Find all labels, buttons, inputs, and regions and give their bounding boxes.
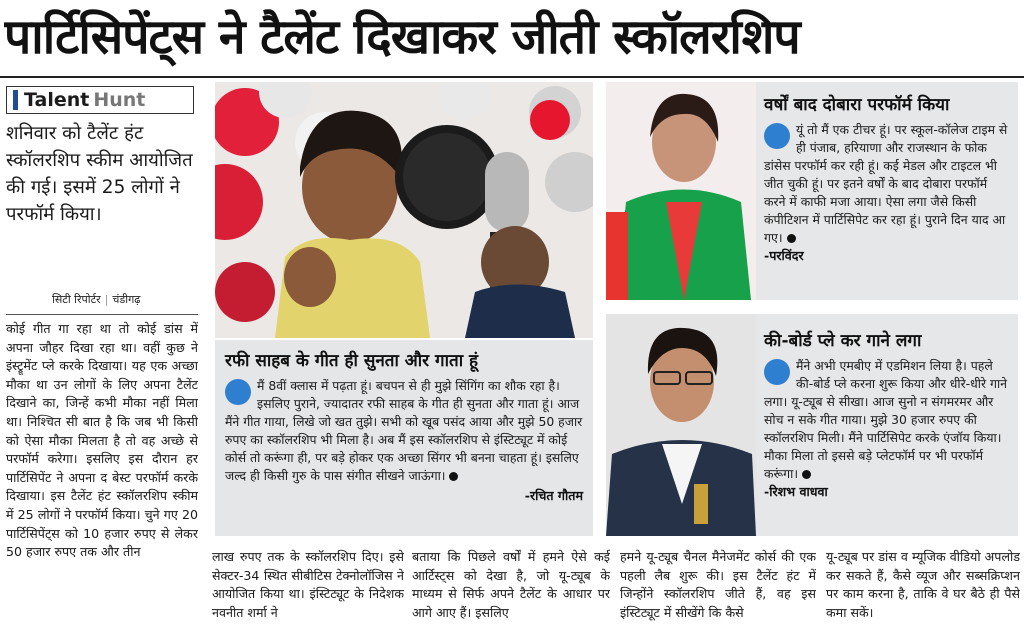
- photo-rishabh: [606, 314, 756, 536]
- byline: सिटी रिपोर्टर | चंडीगढ़: [52, 293, 141, 306]
- quote-title-rishabh: की-बोर्ड प्ले कर गाने लगा: [764, 331, 922, 351]
- photo-parvinder: [606, 82, 756, 300]
- quote-title-parvinder: वर्षों बाद दोबारा परफॉर्म किया: [764, 95, 950, 115]
- photo-singer-image: [215, 82, 593, 338]
- kicker-word-hunt: Hunt: [93, 89, 146, 111]
- quote-box-rishabh: [756, 314, 1018, 536]
- quote-bullet-icon: [225, 379, 251, 405]
- bottom-column-1: लाख रुपए तक के स्कॉलरशिप दिए। इसे सेक्टर-34 स्थित सीबीटिस टेक्नोलॉजिस ने आयोजित किया था। इंस्टिट्यूट के निदेशक नवनीत शर्मा ने: [212, 549, 404, 620]
- byline-rule: [6, 314, 198, 315]
- quote-box-rachit: [215, 340, 593, 536]
- headline: पार्टिसिपेंट्स ने टैलेंट दिखाकर जीती स्कॉलरशिप: [4, 9, 800, 65]
- quote-bullet-icon: [764, 359, 790, 385]
- bottom-column-4: यू-ट्यूब पर डांस व म्यूजिक वीडियो अपलोड कर सकते हैं, कैसे व्यूज और सब्सक्रिप्शन पर काम करना है, ताकि वे घर बैठे ही पैसे कमा सकें।: [826, 549, 1020, 620]
- quote-bullet-icon: [764, 123, 790, 149]
- headline-rule: [0, 76, 1024, 78]
- quote-end-icon: [802, 470, 811, 479]
- quote-sign-parvinder: -परविंदर: [764, 248, 804, 263]
- byline-reporter: सिटी रिपोर्टर: [52, 293, 101, 306]
- quote-end-icon: [449, 472, 458, 481]
- bottom-column-3: हमने यू-ट्यूब चैनल मैनेजमेंट कोर्स की एक पहली लैब शुरू की। इस टैलेंट हंट में जिन्होंने स्कॉलरशिप जीते हैं, वह इस इंस्टिट्यूट में सीखेंगे कि कैसे: [620, 549, 816, 620]
- quote-sign-rishabh: -रिशभ वाधवा: [764, 484, 828, 499]
- photo-parvinder-image: [606, 82, 756, 300]
- left-column-text: कोई गीत गा रहा था तो कोई डांस में अपना जौहर दिखा रहा था। वहीं कुछ ने इंस्ट्रूमेंट प्ले करके दिखाया। यह एक अच्छा मौका था उन लोगों के लिए अपना टैलेंट दिखाने का, जिन्हें कभी मौका नहीं मिला था। निश्चित सी बात है कि जब भी किसी को ऐसा मौका मिलता है तो वह अच्छे से परफॉर्म करेगा। इसलिए इस दौरान हर पार्टिसिपेंट ने अपना द बेस्ट परफॉर्म करके दिखाया। इस टैलेंट हंट स्कॉलरशिप स्कीम में 25 लोगों ने परफॉर्म किया। चुने गए 20 पार्टिसिपेंट्स को 10 हजार रुपए से लेकर 50 हजार रुपए तक और तीन: [6, 321, 198, 560]
- quote-title-rachit: रफी साहब के गीत ही सुनता और गाता हूं: [225, 351, 479, 371]
- photo-singer: [215, 82, 593, 338]
- article-summary: शनिवार को टैलेंट हंट स्कॉलरशिप स्कीम आयोजित की गई। इसमें 25 लोगों ने परफॉर्म किया।: [6, 123, 193, 225]
- kicker-word-talent: Talent: [24, 89, 90, 111]
- quote-end-icon: [787, 234, 796, 243]
- quote-box-parvinder: [756, 82, 1018, 300]
- section-kicker: [6, 86, 194, 114]
- quote-body-rishabh: मैंने अभी एमबीए में एडमिशन लिया है। पहले की-बोर्ड प्ले करना शुरू किया और धीरे-धीरे गाने लगा। यू-ट्यूब से सीखा। आज सुनो न संगमरमर और सोच न सके गीत गाया। मुझे 30 हजार रुपए की स्कॉलरशिप मिली। मैंने पार्टिसिपेट करके एंजॉय किया। मौका मिला तो इससे बड़े प्लेटफॉर्म पर भी परफॉर्म करूंगा।: [764, 358, 1008, 481]
- photo-rishabh-image: [606, 314, 756, 536]
- quote-sign-rachit: -रचित गौतम: [524, 488, 583, 503]
- byline-city: चंडीगढ़: [112, 293, 141, 306]
- kicker-bar: [13, 90, 18, 110]
- bottom-column-2: बताया कि पिछले वर्षों में हमने ऐसे कई आर्टिस्ट्स को देखा है, जो यू-ट्यूब के माध्यम से सिर्फ अपने टैलेंट के आधार पर आगे आए हैं। इसलिए: [412, 549, 610, 620]
- quote-body-rachit: मैं 8वीं क्लास में पढ़ता हूं। बचपन से ही मुझे सिंगिंग का शौक रहा है। इसलिए पुराने, ज्यादातर रफी साहब के गीत ही सुनता और गाता हूं। आज मैंने गीत गाया, लिखे जो खत तुझे। सभी को खूब पसंद आया और मुझे 50 हजार रुपए का स्कॉलरशिप भी मिला है। अब मैं इस स्कॉलरशिप से इंस्टिट्यूट में कोई कोर्स तो करूंगा ही, पर बड़े होकर एक अच्छा सिंगर भी बनना चाहता हूं। इसलिए जल्द ही किसी गुरु के पास संगीत सीखने जाऊंगा।: [225, 378, 583, 483]
- quote-body-parvinder: यूं तो मैं एक टीचर हूं। पर स्कूल-कॉलेज टाइम से ही पंजाब, हरियाणा और राजस्थान के फोक डांसेस परफॉर्म कर रही हूं। कई मेडल और टाइटल भी जीत चुकी हूं। पर इतने वर्षों के बाद दोबारा परफॉर्म करने में काफी मजा आया। ऐसा लगा जैसे किसी कंपीटिशन में पार्टिसिपेट कर रहा हूं। पुराने दिन याद आ गए।: [764, 122, 1008, 245]
